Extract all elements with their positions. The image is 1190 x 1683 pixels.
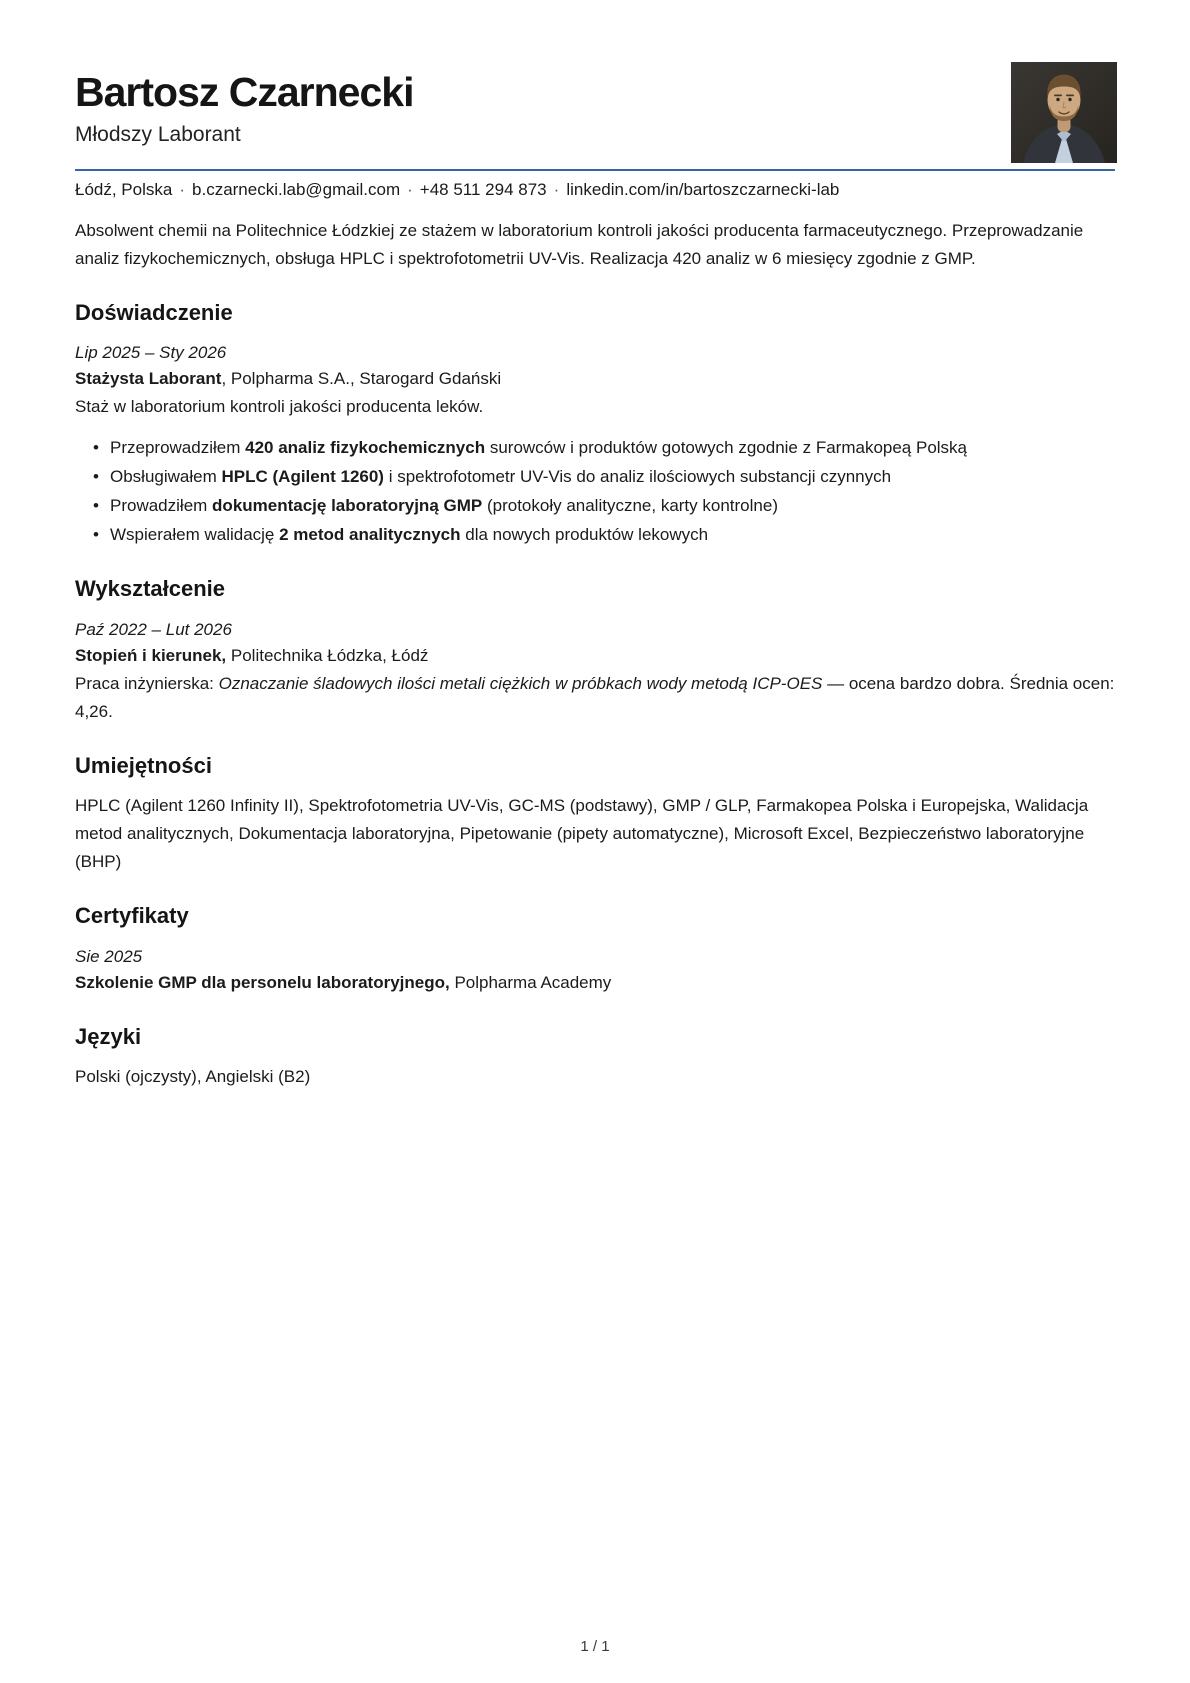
portrait-image — [1011, 62, 1117, 163]
bullet-text: i spektrofotometr UV-Vis do analiz ilościowych substancji czynnych — [383, 467, 892, 487]
education-degree-line — [75, 642, 1115, 670]
experience-bullet-list — [75, 433, 1115, 549]
contact-phone: +48 511 294 873 — [419, 180, 547, 200]
summary-text: Absolwent chemii na Politechnice Łódzkiej ze stażem w laboratorium kontroli jakości producenta farmaceutycznego. Przeprowadzanie analiz fizykochemicznych, obsługa HPLC i spektrofotometrii UV-Vis. Realizacja 420 analiz w 6 miesięcy zgodnie z GMP. — [75, 221, 1084, 269]
bullet-highlight: dokumentację laboratoryjną GMP — [212, 496, 483, 516]
thesis-title: Oznaczanie śladowych ilości metali ciężkich w próbkach wody metodą ICP-OES — [218, 673, 823, 693]
experience-description: Staż w laboratorium kontroli jakości producenta leków. — [75, 397, 484, 417]
bullet-highlight: 420 analiz fizykochemicznych — [245, 438, 486, 458]
section-heading-languages: Języki — [75, 1023, 142, 1049]
contact-line — [75, 171, 1115, 200]
bullet-text: Wspierałem walidację — [110, 525, 280, 545]
cv-header — [75, 70, 1115, 200]
bullet-text: surowców i produktów gotowych zgodnie z Farmakopeą Polską — [485, 438, 968, 458]
certificate-line — [75, 969, 1115, 997]
section-heading-skills: Umiejętności — [75, 752, 212, 778]
contact-email: b.czarnecki.lab@gmail.com — [192, 180, 401, 200]
page-title: Bartosz Czarnecki — [75, 69, 414, 115]
bullet-text: (protokoły analityczne, karty kontrolne) — [482, 496, 778, 516]
contact-separator: · — [553, 180, 560, 200]
bullet-text: Przeprowadziłem — [110, 438, 246, 458]
section-education — [75, 576, 1115, 725]
section-languages — [75, 1024, 1115, 1091]
experience-company: , Polpharma S.A., Starogard Gdański — [221, 369, 502, 389]
certificate-issuer: Polpharma Academy — [449, 972, 612, 992]
experience-bullet — [93, 433, 1115, 462]
section-experience — [75, 300, 1115, 549]
section-certificates — [75, 903, 1115, 996]
profile-photo — [1011, 62, 1117, 163]
page-number: 1 / 1 — [580, 1638, 610, 1655]
bullet-text: Prowadziłem — [110, 496, 213, 516]
bullet-highlight: HPLC (Agilent 1260) — [221, 467, 384, 487]
section-heading-education: Wykształcenie — [75, 576, 226, 602]
thesis-result: — ocena bardzo dobra. Średnia ocen: 4,26. — [75, 673, 1115, 721]
experience-role-line — [75, 365, 1115, 393]
contact-separator: · — [407, 180, 413, 200]
education-school: Politechnika Łódzka, Łódź — [226, 645, 429, 665]
languages-text: Polski (ojczysty), Angielski (B2) — [75, 1067, 311, 1087]
section-heading-certificates: Certyfikaty — [75, 903, 189, 929]
education-dates: Paź 2022 – Lut 2026 — [75, 619, 232, 639]
experience-role: Stażysta Laborant — [75, 369, 222, 389]
experience-bullet — [93, 462, 1115, 491]
contact-linkedin: linkedin.com/in/bartoszczarnecki-lab — [566, 180, 840, 200]
thesis-label: Praca inżynierska: — [75, 673, 219, 693]
contact-location: Łódź, Polska — [75, 180, 173, 200]
section-heading-experience: Doświadczenie — [75, 300, 233, 326]
experience-bullet — [93, 491, 1115, 520]
skills-text: HPLC (Agilent 1260 Infinity II), Spektrofotometria UV-Vis, GC-MS (podstawy), GMP / GLP, Farmakopea Polska i Europejska, Walidacja metod analitycznych, Dokumentacja laboratoryjna, Pipetowanie (pipety automatyczne), Microsoft Excel, Bezpieczeństwo laboratoryjne (BHP) — [75, 796, 1089, 872]
education-thesis-line — [75, 670, 1115, 726]
contact-separator: · — [179, 180, 186, 200]
bullet-highlight: 2 metod analitycznych — [279, 525, 461, 545]
experience-dates: Lip 2025 – Sty 2026 — [75, 343, 227, 363]
education-degree: Stopień i kierunek, — [75, 645, 227, 665]
bullet-text: Obsługiwałem — [110, 467, 222, 487]
section-skills — [75, 753, 1115, 876]
certificate-name: Szkolenie GMP dla personelu laboratoryjnego, — [75, 972, 450, 992]
job-title: Młodszy Laborant — [75, 123, 241, 147]
bullet-text: dla nowych produktów lekowych — [460, 525, 709, 545]
experience-bullet — [93, 520, 1115, 549]
certificate-dates: Sie 2025 — [75, 946, 143, 966]
